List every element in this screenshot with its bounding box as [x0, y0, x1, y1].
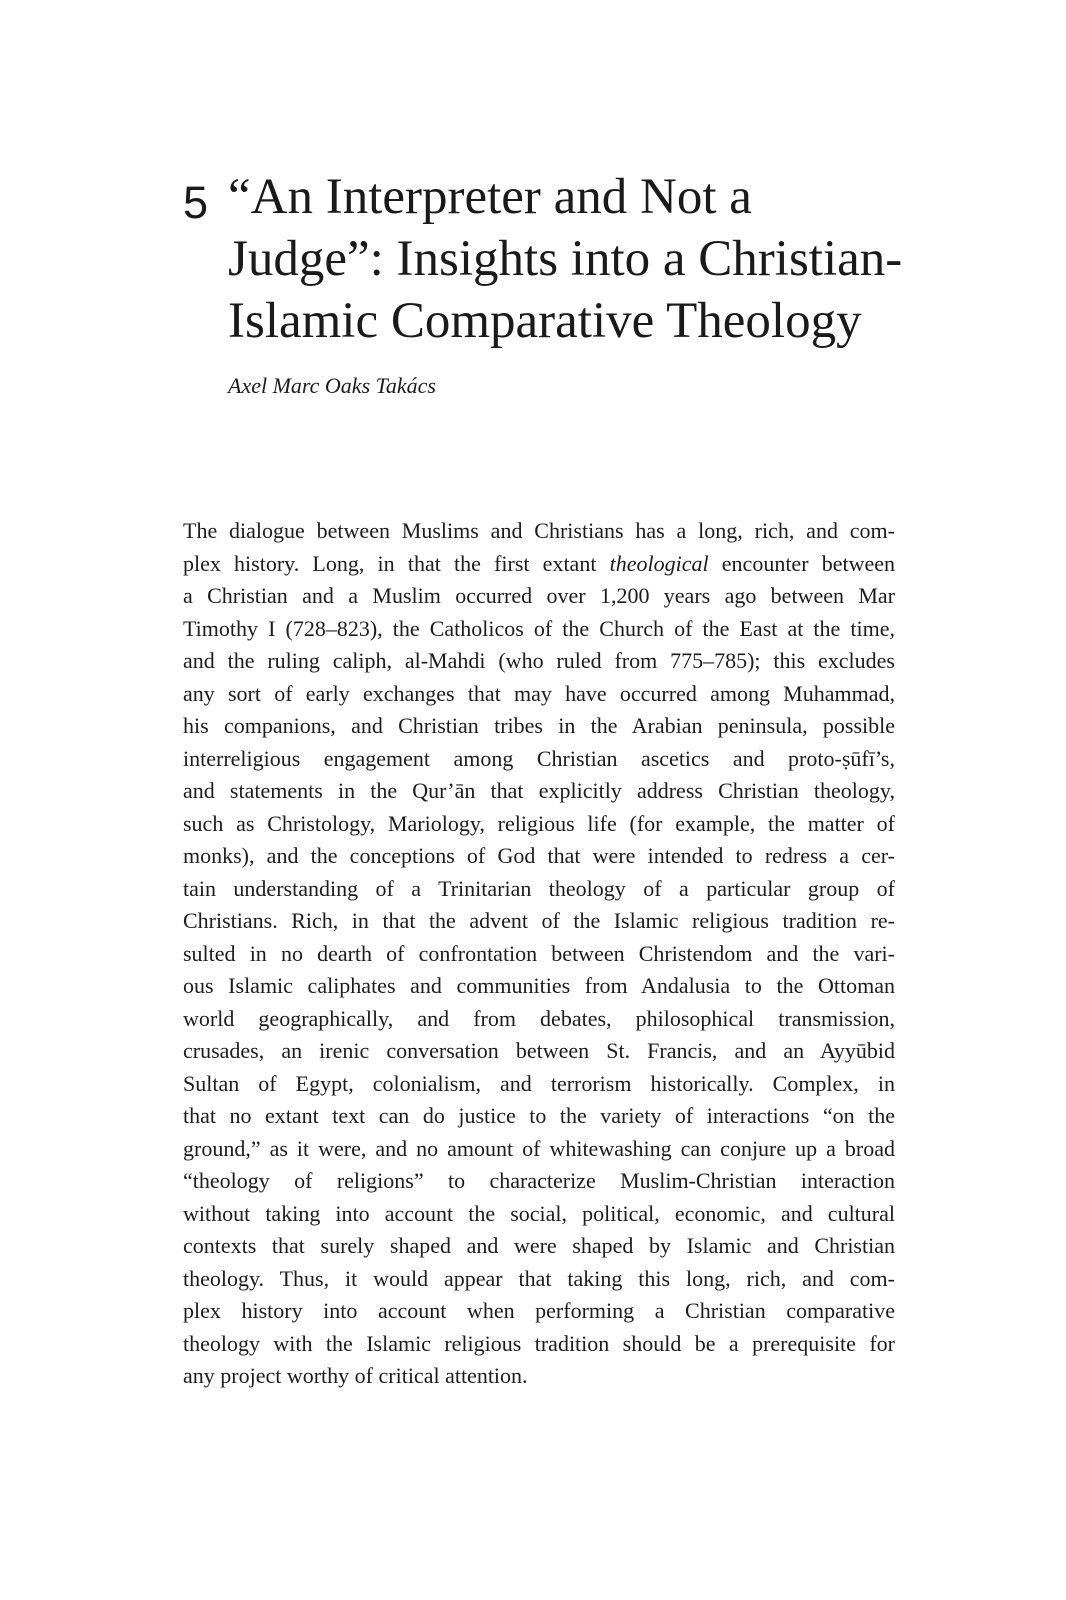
body-line: tain understanding of a Trinitarian theology of a particular group of — [183, 875, 895, 901]
chapter-title-line: “An Interpreter and Not a — [228, 169, 752, 225]
body-line: such as Christology, Mariology, religious life (for example, the matter of — [183, 810, 895, 836]
body-line: without taking into account the social, political, economic, and cultural — [183, 1200, 895, 1226]
body-line: Christians. Rich, in that the advent of the Islamic religious tradition re- — [183, 908, 895, 933]
chapter-title-line: Judge”: Insights into a Christian- — [228, 231, 903, 287]
emphasized-term: theological — [609, 550, 709, 576]
chapter-number: 5 — [183, 177, 209, 228]
body-line: ground,” as it were, and no amount of whitewashing can conjure up a broad — [183, 1135, 895, 1161]
body-line: any project worthy of critical attention. — [183, 1363, 528, 1388]
body-line: interreligious engagement among Christian ascetics and proto-ṣūfī’s, — [183, 745, 895, 771]
body-line: a Christian and a Muslim occurred over 1,200 years ago between Mar — [183, 583, 895, 608]
body-line: Sultan of Egypt, colonialism, and terrorism historically. Complex, in — [183, 1070, 895, 1096]
body-line: crusades, an irenic conversation between St. Francis, and an Ayyūbid — [183, 1038, 895, 1063]
body-line: any sort of early exchanges that may have occurred among Muhammad, — [183, 680, 895, 706]
body-line: plex history into account when performing a Christian comparative — [183, 1298, 895, 1323]
author-name: Axel Marc Oaks Takács — [228, 373, 436, 398]
body-line: Timothy I (728–823), the Catholicos of the Church of the East at the time, — [183, 615, 895, 641]
body-line: ous Islamic caliphates and communities from Andalusia to the Ottoman — [183, 973, 895, 998]
chapter-title — [228, 166, 928, 352]
body-line: “theology of religions” to characterize Muslim-Christian interaction — [183, 1168, 895, 1193]
body-line: contexts that surely shaped and were shaped by Islamic and Christian — [183, 1233, 895, 1258]
body-line: his companions, and Christian tribes in the Arabian peninsula, possible — [183, 713, 895, 738]
body-line: theology with the Islamic religious tradition should be a prerequisite for — [183, 1330, 895, 1356]
chapter-title-line: Islamic Comparative Theology — [228, 293, 862, 349]
body-line: that no extant text can do justice to the variety of interactions “on the — [183, 1103, 895, 1128]
body-line: The dialogue between Muslims and Christians has a long, rich, and com- — [183, 518, 895, 543]
body-line: and the ruling caliph, al-Mahdi (who ruled from 775–785); this excludes — [183, 648, 895, 673]
body-line: sulted in no dearth of confrontation between Christendom and the vari- — [183, 940, 895, 966]
body-paragraph — [183, 515, 895, 1393]
body-line: plex history. Long, in that the first extant theological encounter between — [183, 550, 895, 576]
body-line: and statements in the Qur’ān that explicitly address Christian theology, — [183, 778, 895, 803]
body-line: theology. Thus, it would appear that taking this long, rich, and com- — [183, 1265, 895, 1291]
body-line: monks), and the conceptions of God that were intended to redress a cer- — [183, 843, 895, 868]
body-line: world geographically, and from debates, philosophical transmission, — [183, 1005, 895, 1031]
